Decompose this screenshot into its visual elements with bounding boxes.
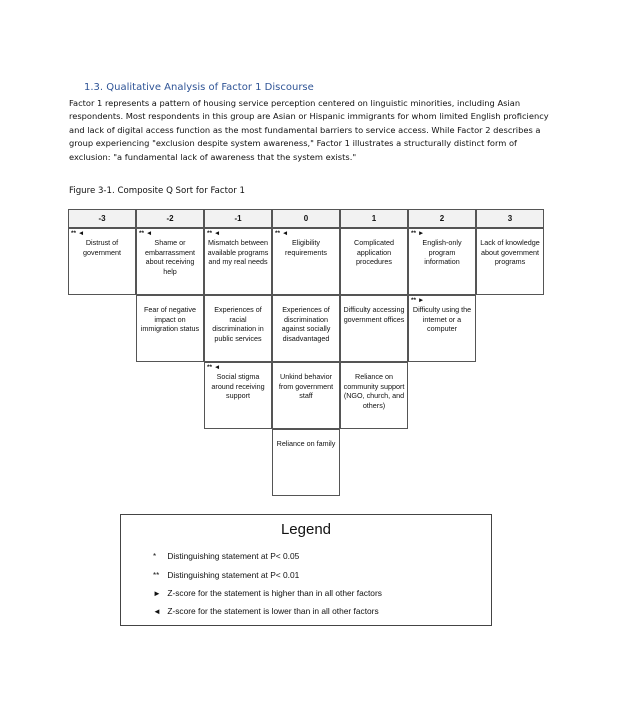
statement-text: Reliance on family — [276, 439, 336, 448]
paragraph-line: and lack of digital access function as the most fundamental barriers to service access. While Factor 2 describes a — [69, 124, 541, 135]
paragraph-line: group experiencing "exclusion despite system awareness," Factor 1 illustrates a structurally distinct form of — [69, 138, 517, 149]
significance-marker: ** ► — [411, 230, 425, 237]
qsort-header: -3 — [68, 209, 136, 228]
significance-marker — [275, 431, 337, 439]
paragraph-line: respondents. Most respondents in this group are Asian or Hispanic immigrants for whom limited English proficiency — [69, 111, 549, 122]
statement-text: Experiences of racial discrimination in public services — [212, 305, 264, 343]
qsort-header: -1 — [204, 209, 272, 228]
statement-text: Mismatch between available programs and my real needs — [207, 238, 269, 267]
qsort-statement-cell — [204, 362, 272, 429]
significance-marker — [275, 364, 337, 372]
paragraph-line: Factor 1 represents a pattern of housing service perception centered on linguistic minorities, including Asian — [69, 98, 521, 108]
significance-marker — [275, 297, 337, 305]
significance-marker — [343, 297, 405, 305]
significance-marker — [139, 297, 201, 305]
significance-marker — [479, 230, 541, 238]
legend-symbol: * — [153, 552, 157, 561]
figure-caption: Figure 3-1. Composite Q Sort for Factor 1 — [69, 186, 245, 196]
section-title: 1.3. Qualitative Analysis of Factor 1 Discourse — [84, 82, 314, 93]
legend-symbol: ◄ — [153, 607, 161, 616]
statement-text: Unkind behavior from government staff — [278, 372, 334, 401]
qsort-statement-cell — [340, 362, 408, 429]
significance-marker: ** ◄ — [207, 230, 221, 237]
legend-box — [120, 514, 492, 626]
qsort-header: 0 — [272, 209, 340, 228]
significance-marker: ** ◄ — [207, 364, 221, 371]
significance-marker — [207, 297, 269, 305]
statement-text: Distrust of government — [83, 238, 121, 257]
qsort-header: 2 — [408, 209, 476, 228]
legend-row — [153, 588, 382, 598]
significance-marker — [343, 364, 405, 372]
statement-text: Complicated application procedures — [354, 238, 394, 267]
qsort-statement-cell — [408, 228, 476, 295]
statement-text: Difficulty using the internet or a computer — [412, 305, 472, 334]
qsort-statement-cell — [136, 295, 204, 362]
statement-text: Experiences of discrimination against socially disadvantaged — [281, 305, 331, 343]
legend-title: Legend — [280, 521, 332, 538]
significance-marker: ** ◄ — [71, 230, 85, 237]
legend-text: Z-score for the statement is higher than in all other factors — [167, 588, 382, 598]
body-paragraph — [69, 97, 549, 164]
significance-marker: ** ◄ — [275, 230, 289, 237]
statement-text: Lack of knowledge about government programs — [480, 238, 540, 267]
legend-text: Distinguishing statement at P< 0.01 — [167, 570, 300, 580]
qsort-statement-cell — [272, 429, 340, 496]
qsort-statement-cell — [204, 295, 272, 362]
statement-text: Shame or embarrassment about receiving help — [145, 238, 195, 276]
significance-marker — [343, 230, 405, 238]
legend-text: Distinguishing statement at P< 0.05 — [167, 551, 300, 561]
statement-text: English-only program information — [422, 238, 462, 267]
qsort-statement-cell — [476, 228, 544, 295]
qsort-header: 3 — [476, 209, 544, 228]
legend-row — [153, 551, 299, 561]
statement-text: Social stigma around receiving support — [211, 372, 265, 401]
qsort-statement-cell — [272, 295, 340, 362]
statement-text: Difficulty accessing government offices — [343, 305, 405, 324]
qsort-statement-cell — [408, 295, 476, 362]
qsort-header: -2 — [136, 209, 204, 228]
qsort-statement-cell — [136, 228, 204, 295]
qsort-statement-cell — [340, 295, 408, 362]
statement-text: Eligibility requirements — [285, 238, 327, 257]
qsort-statement-cell — [272, 362, 340, 429]
qsort-statement-cell — [340, 228, 408, 295]
significance-marker: ** ► — [411, 297, 425, 304]
qsort-statement-cell — [68, 228, 136, 295]
qsort-statement-cell — [272, 228, 340, 295]
paragraph-line: exclusion: "a fundamental lack of awareness that the system exists." — [69, 151, 357, 162]
legend-symbol: ** — [153, 571, 160, 580]
statement-text: Reliance on community support (NGO, church, and others) — [343, 372, 405, 410]
legend-text: Z-score for the statement is lower than in all other factors — [167, 606, 379, 616]
qsort-header: 1 — [340, 209, 408, 228]
legend-row — [153, 606, 379, 616]
legend-row — [153, 570, 299, 580]
qsort-statement-cell — [204, 228, 272, 295]
significance-marker: ** ◄ — [139, 230, 153, 237]
legend-symbol: ► — [153, 589, 161, 598]
statement-text: Fear of negative impact on immigration status — [140, 305, 200, 334]
